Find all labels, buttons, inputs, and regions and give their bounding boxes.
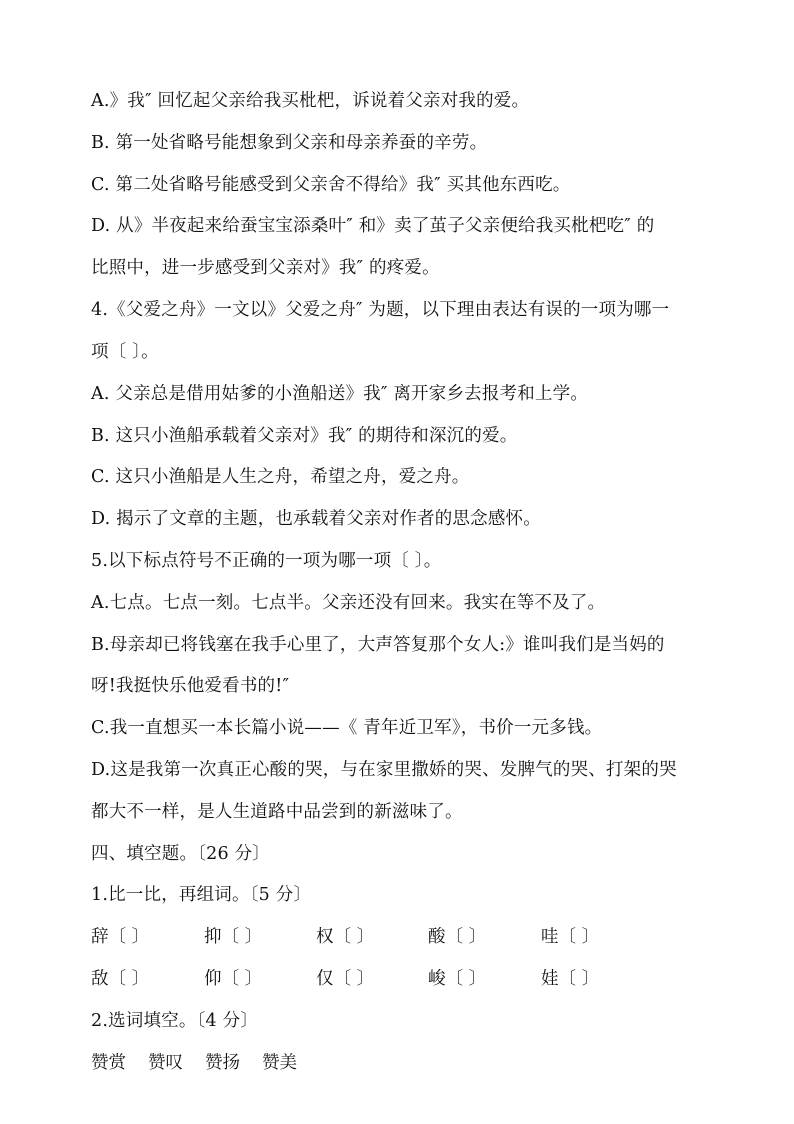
option-b-q3: B. 第一处省略号能想象到父亲和母亲养蚕的辛劳。 — [91, 133, 488, 153]
compare-item: 权〔 〕 — [316, 927, 375, 947]
compare-item: 仅〔 〕 — [316, 969, 375, 989]
option-d-q5-cont: 都大不一样，是人生道路中品尝到的新滋味了。 — [91, 802, 463, 822]
fill-q2-title: 2.选词填空。〔4 分〕 — [91, 1011, 259, 1031]
option-b-q5-cont: 呀!我挺快乐他爱看书的!″ — [91, 676, 290, 696]
option-d-q4: D. 揭示了文章的主题，也承载着父亲对作者的思念感怀。 — [91, 509, 541, 529]
compare-item: 敌〔 〕 — [91, 969, 150, 989]
compare-item: 辞〔 〕 — [91, 927, 150, 947]
option-b-q4: B. 这只小渔船承载着父亲对》我″ 的期待和深沉的爱。 — [91, 426, 518, 446]
fill-q1-title: 1.比一比，再组词。〔5 分〕 — [91, 885, 312, 905]
option-d-q5: D.这是我第一次真正心酸的哭，与在家里撒娇的哭、发脾气的哭、打架的哭 — [91, 760, 677, 780]
compare-item: 哇〔 〕 — [541, 927, 600, 947]
word-choice: 赞叹 — [148, 1053, 183, 1073]
compare-item: 酸〔 〕 — [428, 927, 487, 947]
option-d-q3-cont: 比照中，进一步感受到父亲对》我″ 的疼爱。 — [91, 258, 440, 278]
compare-item: 抑〔 〕 — [204, 927, 263, 947]
section-4-heading: 四、填空题。〔26 分〕 — [91, 844, 270, 864]
word-choice: 赞赏 — [91, 1053, 126, 1073]
option-a-q4: A. 父亲总是借用姑爹的小渔船送》我″ 离开家乡去报考和上学。 — [91, 384, 589, 404]
option-a-q5: A.七点。七点一刻。七点半。父亲还没有回来。我实在等不及了。 — [91, 593, 606, 613]
compare-item: 仰〔 〕 — [204, 969, 263, 989]
compare-item: 娃〔 〕 — [541, 969, 600, 989]
option-c-q4: C. 这只小渔船是人生之舟，希望之舟，爱之舟。 — [91, 467, 470, 487]
question-4: 4.《父爱之舟》一文以》父爱之舟″ 为题，以下理由表达有误的一项为哪一 — [91, 300, 670, 320]
option-d-q3: D. 从》半夜起来给蚕宝宝添桑叶″ 和》卖了茧子父亲便给我买枇杷吃″ 的 — [91, 216, 655, 236]
option-c-q3: C. 第二处省略号能感受到父亲舍不得给》我″ 买其他东西吃。 — [91, 175, 571, 195]
question-5: 5.以下标点符号不正确的一项为哪一项〔 〕。 — [91, 551, 442, 571]
option-b-q5: B.母亲却已将钱塞在我手心里了，大声答复那个女人:》谁叫我们是当妈的 — [91, 635, 665, 655]
compare-item: 峻〔 〕 — [428, 969, 487, 989]
option-c-q5: C.我一直想买一本长篇小说——《 青年近卫军》，书价一元多钱。 — [91, 718, 603, 738]
question-4-cont: 项〔 〕。 — [91, 342, 159, 362]
option-a-q3: A.》我″ 回忆起父亲给我买枇杷，诉说着父亲对我的爱。 — [91, 91, 530, 111]
word-choice: 赞扬 — [205, 1053, 240, 1073]
word-choice: 赞美 — [262, 1053, 297, 1073]
